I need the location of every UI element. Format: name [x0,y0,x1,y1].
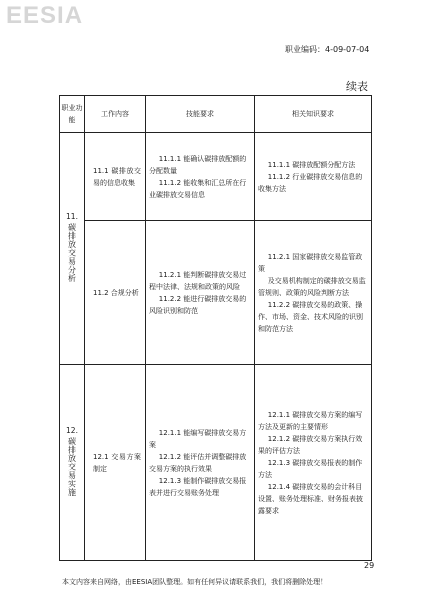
header-content: 工作内容 [85,96,146,133]
page-number: 29 [364,561,375,570]
knowledge-item: 12.1.2 碳排放交易方案执行效果的评估方法 [258,434,363,455]
knowledge-item: 11.1.1 碳排放配额分配方法 [267,160,356,169]
function-title: 碳排放交易实施 [67,436,77,497]
knowledge-item: 12.1.4 碳排放交易的会计科目设置、账务处理标准、财务报表披露要求 [258,482,363,515]
knowledge-item: 12.1.1 碳排放交易方案的编写方法及更新的主要情形 [258,410,363,431]
table-header-row [60,96,372,133]
work-content-cell: 11.1 碳排放交易的信息收集 [85,133,146,221]
skills-cell [146,221,255,365]
knowledge-cell [255,221,372,365]
skills-cell [146,133,255,221]
header-knowledge: 相关知识要求 [255,96,372,133]
skill-item: 12.1.3 能制作碳排放交易报表并进行交易账务处理 [149,476,247,497]
function-cell-11 [60,133,85,365]
skill-item: 11.2.1 能判断碳排放交易过程中法律、法规和政策的风险 [149,270,247,291]
function-number: 12. [66,425,78,435]
eesia-logo: EESIA [6,2,84,29]
skill-item: 11.1.2 能收集和汇总所在行业碳排放交易信息 [149,178,247,199]
skill-item: 12.1.2 能评估并调整碳排放交易方案的执行效果 [149,452,247,473]
occupation-code: 职业编码：4-09-07-04 [285,45,370,54]
function-number: 11. [66,211,78,221]
knowledge-item: 12.1.3 碳排放交易报表的制作方法 [258,458,363,479]
table-row [60,221,372,365]
knowledge-cell [255,133,372,221]
knowledge-item: 及交易机构制定的碳排放交易监管规则、政策的风险判断方法 [258,276,366,297]
table-row [60,365,372,561]
work-content-cell: 11.2 合规分析 [85,221,146,365]
header-skills: 技能要求 [146,96,255,133]
knowledge-item: 11.2.1 国家碳排放交易监管政策 [258,252,363,273]
function-cell-12 [60,365,85,561]
continued-label: 续表 [346,80,368,93]
header-function: 职业功能 [60,96,85,133]
skill-item: 12.1.1 能编写碳排放交易方案 [149,428,247,449]
knowledge-cell [255,365,372,561]
knowledge-item: 11.2.2 碳排放交易的政策、操作、市场、资金、技术风险的识别和防范方法 [258,300,363,333]
footer-notice: 本文内容来自网络，由EESIA团队整理。如有任何异议请联系我们，我们将删除处理！ [62,578,328,586]
function-title: 碳排放交易分析 [67,222,77,283]
skills-cell [146,365,255,561]
skill-item: 11.1.1 能确认碳排放配额的分配数量 [149,154,247,175]
skills-table [59,95,372,561]
knowledge-item: 11.1.2 行业碳排放交易信息的收集方法 [258,172,363,193]
table-row [60,133,372,221]
work-content-cell: 12.1 交易方案制定 [85,365,146,561]
skill-item: 11.2.2 能进行碳排放交易的风险识别和防范 [149,294,247,315]
